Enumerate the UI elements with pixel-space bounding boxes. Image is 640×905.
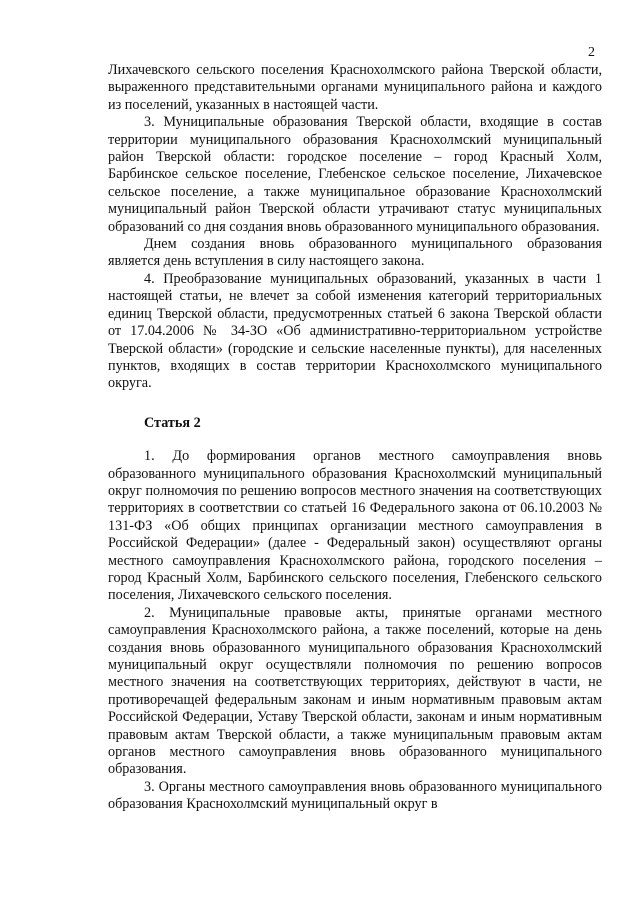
paragraph: Днем создания вновь образованного муниципального образования является день вступления в силу настоящего закона.: [108, 236, 602, 270]
paragraph-continuation: Лихачевского сельского поселения Краснохолмского района Тверской области, выраженного представительными органами муниципального района и каждого из поселений, указанных в настоящей части.: [108, 62, 602, 113]
document-body: [108, 62, 602, 814]
article-heading: Статья 2: [144, 414, 201, 431]
paragraph: 2. Муниципальные правовые акты, принятые органами местного самоуправления Краснохолмского района, а также поселений, которые на день создания вновь образованного муниципального образования Краснохолмский муниципальный округ осуществляли полномочия по решению вопросов местного значения на соответствующих территориях, действуют в части, не противоречащей федеральным законам и иным нормативным правовым актам Российской Федерации, Уставу Тверской области, законам и иным нормативным правовым актам Тверской области, а также муниципальным правовым актам органов местного самоуправления вновь образованного муниципального образования.: [108, 604, 602, 778]
page-number: 2: [588, 45, 595, 60]
paragraph: 1. До формирования органов местного самоуправления вновь образованного муниципального образования Краснохолмский муниципальный округ полномочия по решению вопросов местного значения на соответствующих территориях в соответствии со статьей 16 Федерального закона от 06.10.2003 № 131-ФЗ «Об общих принципах организации местного самоуправления в Российской Федерации» (далее - Федеральный закон) осуществляют органы местного самоуправления Краснохолмского района, городского поселения – город Красный Холм, Барбинского сельского поселения, Глебенского сельского поселения, Лихачевского сельского поселения.: [108, 448, 602, 604]
paragraph: 3. Органы местного самоуправления вновь образованного муниципального образования Краснохолмский муниципальный округ в: [108, 778, 602, 813]
paragraph: 4. Преобразование муниципальных образований, указанных в части 1 настоящей статьи, не влечет за собой изменения категорий территориальных единиц Тверской области, предусмотренных статьей 6 закона Тверской области от 17.04.2006 № 34-ЗО «Об административно-территориальном устройстве Тверской области» (городские и сельские населенные пункты), для населенных пунктов, входящих в состав территории Краснохолмского муниципального округа.: [108, 270, 602, 392]
paragraph: 3. Муниципальные образования Тверской области, входящие в состав территории муниципального образования Краснохолмский муниципальный район Тверской области: городское поселение – город Красный Холм, Барбинское сельское поселение, Глебенское сельское поселение, Лихачевское сельское поселение, а также муниципальное образование Краснохолмский муниципальный район Тверской области утрачивают статус муниципальных образований со дня создания вновь образованного муниципального образования.: [108, 114, 602, 235]
